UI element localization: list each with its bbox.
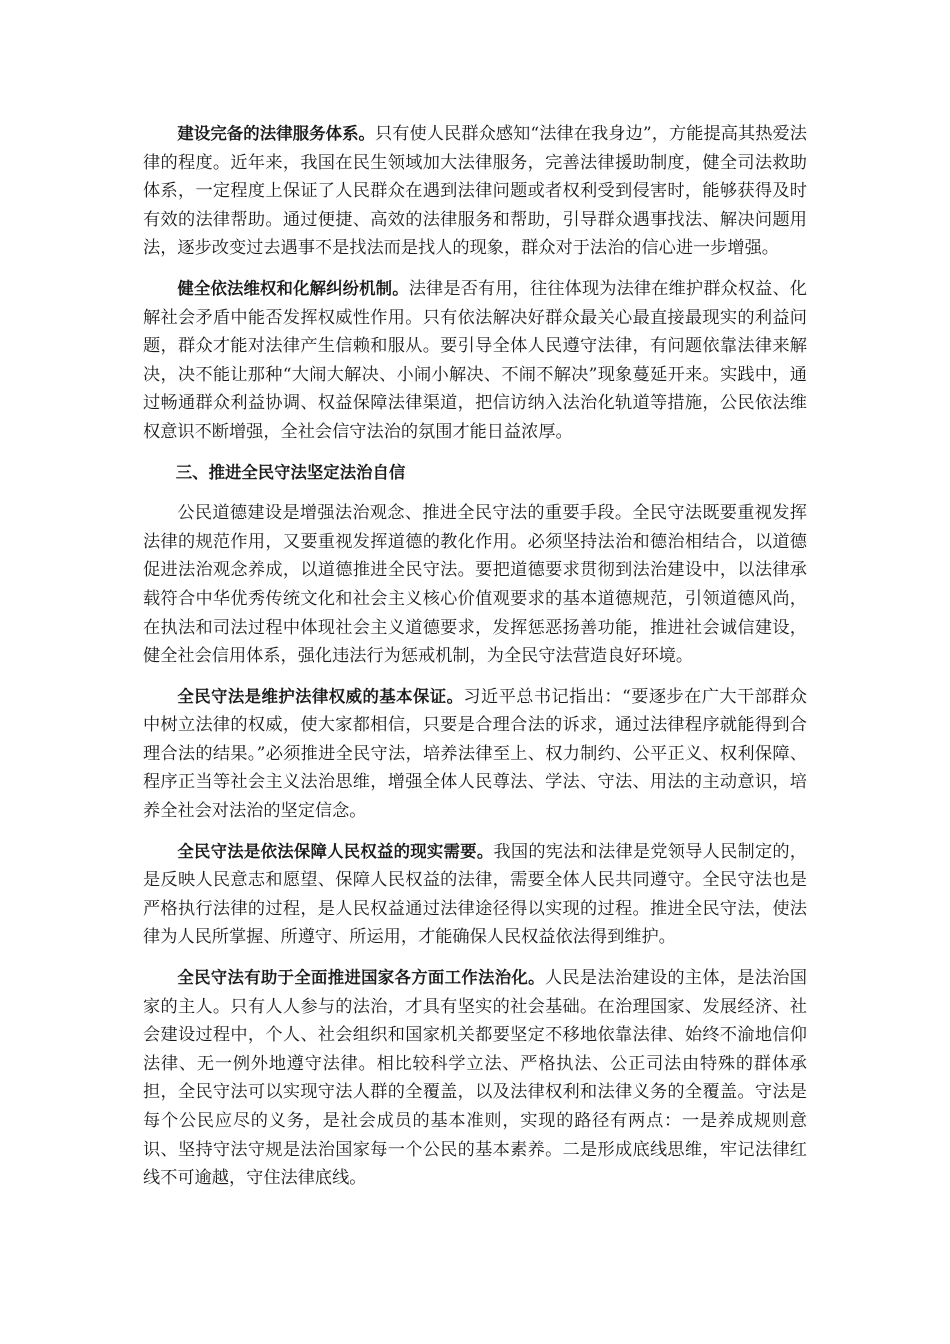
paragraph-lead: 全民守法有助于全面推进国家各方面工作法治化。: [177, 968, 545, 988]
paragraph-lead: 健全依法维权和化解纠纷机制。: [177, 278, 409, 298]
paragraph-text: 公民道德建设是增强法治观念、推进全民守法的重要手段。全民守法既要重视发挥法律的规范作用，又要重视发挥道德的教化作用。必须坚持法治和德治相结合，以道德促进法治观念养成，以道德推进全民守法。要把道德要求贯彻到法治建设中，以法律承载符合中华优秀传统文化和社会主义核心价值观要求的基本道德规范，引领道德风尚，在执法和司法过程中体现社会主义道德要求，发挥惩恶扬善功能，推进社会诚信建设，健全社会信用体系，强化违法行为惩戒机制，为全民守法营造良好环境。: [143, 503, 807, 667]
paragraph-law-authority: [143, 683, 807, 826]
paragraph-lead: 建设完备的法律服务体系。: [177, 124, 375, 143]
paragraph-rule-of-law-all-aspects: [143, 964, 807, 1193]
document-body: [143, 120, 807, 1205]
paragraph-lead: 全民守法是维护法律权威的基本保证。: [177, 686, 464, 706]
section-heading: 三、推进全民守法坚定法治自信: [175, 462, 406, 482]
paragraph-legal-services: [143, 120, 807, 263]
paragraph-text: 只有使人民群众感知“法律在我身边”，方能提高其热爱法律的程度。近年来，我国在民生领域加大法律服务，完善法律援助制度，健全司法救助体系，一定程度上保证了人民群众在遇到法律问题或者权利受到侵害时，能够获得及时有效的法律帮助。通过便捷、高效的法律服务和帮助，引导群众遇事找法、解决问题用法，逐步改变过去遇事不是找法而是找人的现象，群众对于法治的信心进一步增强。: [143, 124, 807, 259]
paragraph-moral-building: [143, 499, 807, 671]
paragraph-people-rights: [143, 838, 807, 952]
paragraph-lead: 全民守法是依法保障人民权益的现实需要。: [177, 841, 494, 861]
paragraph-rights-protection: [143, 275, 807, 447]
paragraph-text: 我国的宪法和法律是党领导人民制定的，是反映人民意志和愿望、保障人民权益的法律，需要全体人民共同遵守。全民守法也是严格执行法律的过程，是人民权益通过法律途径得以实现的过程。推进全民守法，使法律为人民所掌握、所遵守、所运用，才能确保人民权益依法得到维护。: [143, 841, 807, 948]
paragraph-text: 法律是否有用，往往体现为法律在维护群众权益、化解社会矛盾中能否发挥权威性作用。只有依法解决好群众最关心最直接最现实的利益问题，群众才能对法律产生信赖和服从。要引导全体人民遵守法律，有问题依靠法律来解决，决不能让那种“大闹大解决、小闹小解决、不闹不解决”现象蔓延开来。实践中，通过畅通群众利益协调、权益保障法律渠道，把信访纳入法治化轨道等措施，公民依法维权意识不断增强，全社会信守法治的氛围才能日益浓厚。: [143, 278, 807, 442]
paragraph-text: 人民是法治建设的主体，是法治国家的主人。只有人人参与的法治，才具有坚实的社会基础。在治理国家、发展经济、社会建设过程中，个人、社会组织和国家机关都要坚定不移地依靠法律、始终不渝地信仰法律、无一例外地遵守法律。相比较科学立法、严格执法、公正司法由特殊的群体承担，全民守法可以实现守法人群的全覆盖，以及法律权利和法律义务的全覆盖。守法是每个公民应尽的义务，是社会成员的基本准则，实现的路径有两点：一是养成规则意识、坚持守法守规是法治国家每一个公民的基本素养。二是形成底线思维，牢记法律红线不可逾越，守住法律底线。: [143, 968, 807, 1189]
paragraph-text: 习近平总书记指出：“要逐步在广大干部群众中树立法律的权威，使大家都相信，只要是合理合法的诉求，通过法律程序就能得到合理合法的结果。”必须推进全民守法，培养法律至上、权力制约、公平正义、权利保障、程序正当等社会主义法治思维，增强全体人民尊法、学法、守法、用法的主动意识，培养全社会对法治的坚定信念。: [143, 686, 807, 822]
